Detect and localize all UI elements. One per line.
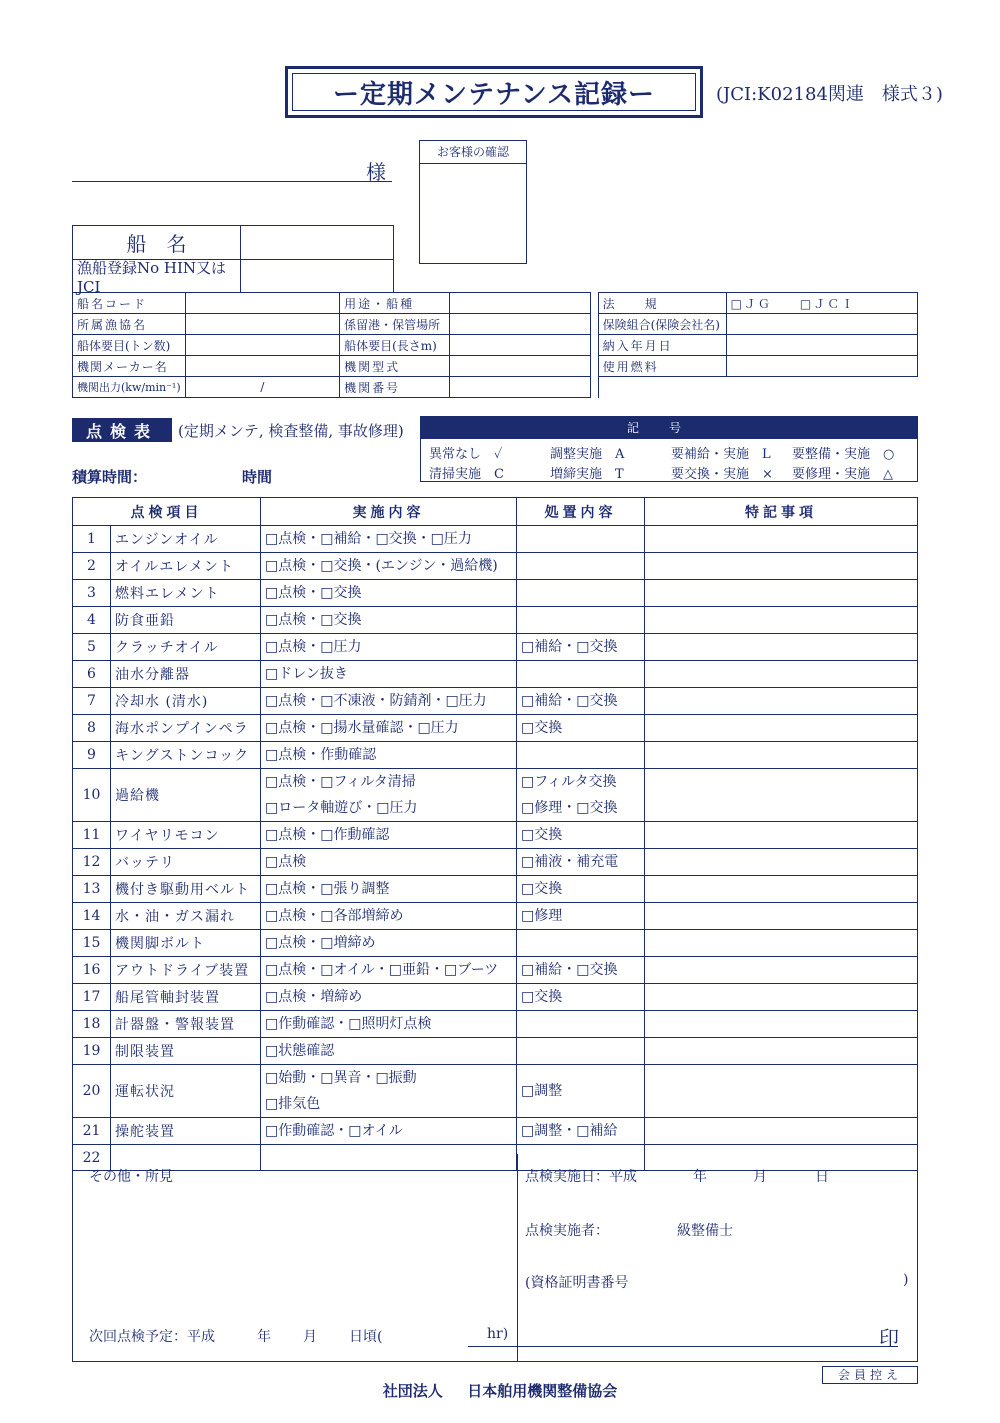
table-row	[73, 849, 918, 876]
title-frame	[285, 66, 703, 118]
action-text[interactable]: □点検・□不凍液・防錆剤・□圧力	[265, 693, 487, 709]
treatment-text[interactable]: □交換	[521, 720, 563, 736]
treatment-text[interactable]: □交換	[521, 989, 563, 1005]
table-row	[73, 661, 918, 688]
table-row	[73, 876, 918, 903]
table-row	[73, 957, 918, 984]
row-action-cell[interactable]	[261, 1118, 517, 1145]
treatment-text[interactable]: □修理・□交換	[521, 800, 618, 816]
info-field[interactable]: /	[185, 377, 340, 398]
row-notes-cell[interactable]	[645, 688, 918, 715]
date-year: 年	[693, 1169, 707, 1185]
action-text[interactable]: □点検・□各部増締め	[265, 908, 404, 924]
customer-suffix: 様	[366, 160, 386, 184]
seal-mark: 印	[879, 1326, 899, 1350]
row-item: 油水分離器	[111, 661, 261, 688]
next-day: 日頃(	[349, 1329, 383, 1345]
row-notes-cell[interactable]	[645, 876, 918, 903]
row-item: 操舵装置	[111, 1118, 261, 1145]
row-number: 11	[73, 822, 111, 849]
info-label: 船体要目(長さm)	[340, 335, 450, 356]
legend-title: 記号	[421, 417, 917, 439]
action-text[interactable]: □作動確認・□オイル	[265, 1123, 403, 1139]
table-row	[73, 634, 918, 661]
table-row	[73, 607, 918, 634]
customer-confirm-label: お客様の確認	[420, 141, 526, 164]
col-header-item: 点検項目	[73, 498, 261, 526]
info-label: 用途・船種	[340, 293, 450, 314]
row-treatment-cell[interactable]	[517, 957, 645, 984]
table-row	[73, 688, 918, 715]
treatment-text[interactable]: □調整・□補給	[521, 1123, 618, 1139]
info-label: 機関型式	[340, 356, 450, 377]
row-action-cell[interactable]	[261, 1011, 517, 1038]
date-label: 点検実施日：平成	[525, 1169, 637, 1185]
row-notes-cell[interactable]	[645, 553, 918, 580]
row-treatment-cell[interactable]	[517, 1118, 645, 1145]
action-text[interactable]: □点検・□補給・□交換・□圧力	[265, 531, 472, 547]
table-row	[73, 715, 918, 742]
info-field[interactable]	[185, 314, 340, 335]
row-number: 19	[73, 1038, 111, 1065]
info-label: 船体要目(トン数)	[73, 335, 186, 356]
treatment-text[interactable]: □調整	[521, 1083, 563, 1099]
row-action-cell[interactable]	[261, 1038, 517, 1065]
row-action-cell[interactable]	[261, 849, 517, 876]
next-hr: hr)	[487, 1326, 509, 1342]
inspection-subtitle: (定期メンテ, 検査整備, 事故修理)	[178, 422, 404, 440]
row-number: 12	[73, 849, 111, 876]
vessel-name-label: 船 名	[73, 226, 241, 259]
action-text[interactable]: □点検	[265, 854, 307, 870]
row-number: 20	[73, 1065, 111, 1118]
row-treatment-cell[interactable]	[517, 849, 645, 876]
row-treatment-cell[interactable]	[517, 553, 645, 580]
info-label: 機関メーカー名	[73, 356, 186, 377]
treatment-text[interactable]: □補給・□交換	[521, 639, 618, 655]
action-text[interactable]: □点検・□交換・(エンジン・過給機)	[265, 558, 498, 574]
law-checkboxes[interactable]: □ＪＧ □ＪＣＩ	[726, 293, 917, 314]
action-text[interactable]: □点検・□フィルタ清掃	[265, 774, 416, 790]
row-action-cell[interactable]	[261, 903, 517, 930]
table-row	[73, 1065, 918, 1118]
next-inspection-label: 次回点検予定：平成	[89, 1329, 215, 1345]
action-text[interactable]: □点検・□作動確認	[265, 827, 390, 843]
action-text[interactable]: □状態確認	[265, 1043, 335, 1059]
row-item: 燃料エレメント	[111, 580, 261, 607]
row-treatment-cell[interactable]	[517, 822, 645, 849]
legend-entry: 要補給・実施 L	[671, 447, 771, 462]
treatment-text[interactable]: □修理	[521, 908, 563, 924]
action-text[interactable]: □点検・作動確認	[265, 747, 377, 763]
members-copy-badge: 会員控え	[822, 1366, 918, 1384]
action-text[interactable]: □ロータ軸遊び・□圧力	[265, 800, 418, 816]
organization-footer	[0, 1380, 1000, 1401]
action-text[interactable]: □点検・□増締め	[265, 935, 376, 951]
row-action-cell[interactable]	[261, 526, 517, 553]
date-day: 日	[815, 1169, 829, 1185]
row-number: 13	[73, 876, 111, 903]
row-notes-cell[interactable]	[645, 607, 918, 634]
info-field[interactable]	[185, 335, 340, 356]
table-row	[73, 742, 918, 769]
row-action-cell[interactable]	[261, 607, 517, 634]
date-month: 月	[753, 1169, 767, 1185]
row-item: 水・油・ガス漏れ	[111, 903, 261, 930]
action-text[interactable]: □点検・□張り調整	[265, 881, 390, 897]
info-label: 船名コード	[73, 293, 186, 314]
action-text[interactable]: □点検・□揚水量確認・□圧力	[265, 720, 459, 736]
form-reference: (JCI:K02184関連 様式３)	[716, 84, 943, 105]
info-field[interactable]	[450, 314, 591, 335]
table-row	[73, 526, 918, 553]
symbol-legend	[420, 416, 918, 482]
table-row	[73, 903, 918, 930]
row-number: 5	[73, 634, 111, 661]
info-field[interactable]	[450, 356, 591, 377]
row-notes-cell[interactable]	[645, 526, 918, 553]
row-item: 冷却水 (清水)	[111, 688, 261, 715]
action-text[interactable]: □点検・□オイル・□亜鉛・□ブーツ	[265, 962, 499, 978]
treatment-text[interactable]: □補液・補充電	[521, 854, 619, 870]
row-item: アウトドライブ装置	[111, 957, 261, 984]
signature-line[interactable]	[468, 1346, 898, 1347]
row-notes-cell[interactable]	[645, 580, 918, 607]
row-treatment-cell[interactable]	[517, 876, 645, 903]
row-number: 10	[73, 769, 111, 822]
table-row	[73, 822, 918, 849]
row-action-cell[interactable]	[261, 634, 517, 661]
legend-entry: 増締実施 T	[550, 467, 624, 482]
row-treatment-cell[interactable]	[517, 688, 645, 715]
legend-entry: 異常なし ✓	[429, 447, 503, 462]
next-month: 月	[303, 1329, 317, 1345]
row-item: 防食亜鉛	[111, 607, 261, 634]
row-action-cell[interactable]	[261, 769, 517, 822]
vessel-reg-label: 漁船登録No HIN又はJCI	[73, 260, 241, 292]
treatment-text[interactable]: □フィルタ交換	[521, 774, 617, 790]
table-row	[73, 1118, 918, 1145]
row-notes-cell[interactable]	[645, 769, 918, 822]
row-treatment-cell[interactable]	[517, 903, 645, 930]
row-action-cell[interactable]	[261, 661, 517, 688]
row-number: 4	[73, 607, 111, 634]
row-treatment-cell[interactable]	[517, 526, 645, 553]
vessel-reg-field[interactable]	[241, 260, 393, 292]
row-number: 14	[73, 903, 111, 930]
row-action-cell[interactable]	[261, 688, 517, 715]
legend-entry: 要修理・実施 △	[792, 467, 893, 482]
org-prefix: 社団法人	[382, 1382, 443, 1400]
row-action-cell[interactable]	[261, 742, 517, 769]
row-number: 7	[73, 688, 111, 715]
info-field[interactable]	[450, 335, 591, 356]
row-notes-cell[interactable]	[645, 1118, 918, 1145]
accum-time-unit: 時間	[242, 468, 273, 486]
vessel-name-row	[73, 226, 393, 260]
row-treatment-cell[interactable]	[517, 661, 645, 688]
info-label: 保険組合(保険会社名)	[598, 314, 726, 335]
row-number: 6	[73, 661, 111, 688]
table-row	[73, 1038, 918, 1065]
row-action-cell[interactable]	[261, 876, 517, 903]
info-field[interactable]	[726, 335, 917, 356]
row-item: キングストンコック	[111, 742, 261, 769]
row-treatment-cell[interactable]	[517, 607, 645, 634]
col-header-treatment: 処置内容	[517, 498, 645, 526]
legend-row-2	[429, 463, 913, 482]
info-field[interactable]	[726, 314, 917, 335]
info-label: 機関番号	[340, 377, 450, 398]
row-treatment-cell[interactable]	[517, 1011, 645, 1038]
row-treatment-cell[interactable]	[517, 930, 645, 957]
row-treatment-cell[interactable]	[517, 742, 645, 769]
inspector-label: 点検実施者：	[525, 1223, 609, 1239]
legend-entry: 清掃実施 C	[429, 467, 504, 482]
row-notes-cell[interactable]	[645, 822, 918, 849]
row-item: 機付き駆動用ベルト	[111, 876, 261, 903]
org-name: 日本舶用機関整備協会	[467, 1382, 618, 1400]
action-text[interactable]: □始動・□異音・□振動	[265, 1070, 417, 1086]
row-item: バッテリ	[111, 849, 261, 876]
row-item: エンジンオイル	[111, 526, 261, 553]
row-item: 機関脚ボルト	[111, 930, 261, 957]
row-action-cell[interactable]	[261, 553, 517, 580]
row-item: 海水ポンプインペラ	[111, 715, 261, 742]
row-notes-cell[interactable]	[645, 1011, 918, 1038]
row-item: クラッチオイル	[111, 634, 261, 661]
table-row	[73, 580, 918, 607]
row-action-cell[interactable]	[261, 1065, 517, 1118]
cert-close: )	[903, 1272, 909, 1288]
action-text[interactable]: □作動確認・□照明灯点検	[265, 1016, 432, 1032]
info-label: 所属漁協名	[73, 314, 186, 335]
row-notes-cell[interactable]	[645, 930, 918, 957]
row-number: 1	[73, 526, 111, 553]
row-number: 8	[73, 715, 111, 742]
table-row	[73, 1011, 918, 1038]
row-notes-cell[interactable]	[645, 984, 918, 1011]
row-treatment-cell[interactable]	[517, 984, 645, 1011]
row-notes-cell[interactable]	[645, 849, 918, 876]
row-number: 3	[73, 580, 111, 607]
row-item: 計器盤・警報装置	[111, 1011, 261, 1038]
table-row	[73, 769, 918, 822]
col-header-notes: 特記事項	[645, 498, 918, 526]
row-action-cell[interactable]	[261, 580, 517, 607]
legend-entry: 要整備・実施 ○	[792, 447, 895, 462]
row-notes-cell[interactable]	[645, 742, 918, 769]
info-field[interactable]	[185, 356, 340, 377]
row-number: 21	[73, 1118, 111, 1145]
customer-confirm-box[interactable]	[419, 140, 527, 264]
legend-entry: 要交換・実施 ×	[671, 467, 773, 482]
vessel-name-field[interactable]	[241, 226, 393, 259]
row-number: 18	[73, 1011, 111, 1038]
vessel-reg-row	[73, 258, 393, 296]
info-label: 機関出力(kw/min⁻¹)	[73, 377, 186, 398]
remarks-section	[72, 1154, 918, 1362]
row-item: 制限装置	[111, 1038, 261, 1065]
table-row	[73, 930, 918, 957]
vessel-info-grid	[72, 292, 918, 398]
row-number: 22	[73, 1145, 111, 1171]
row-number: 15	[73, 930, 111, 957]
row-treatment-cell[interactable]	[517, 1038, 645, 1065]
row-action-cell[interactable]	[261, 930, 517, 957]
action-text[interactable]: □点検・□圧力	[265, 639, 362, 655]
treatment-text[interactable]: □補給・□交換	[521, 962, 618, 978]
action-text[interactable]: □ドレン抜き	[265, 666, 348, 682]
row-notes-cell[interactable]	[645, 903, 918, 930]
row-item: 運転状況	[111, 1065, 261, 1118]
row-number: 2	[73, 553, 111, 580]
info-label: 係留港・保管場所	[340, 314, 450, 335]
treatment-text[interactable]: □交換	[521, 881, 563, 897]
row-treatment-cell[interactable]	[517, 580, 645, 607]
accum-time-label: 積算時間：	[72, 468, 148, 486]
other-remarks-label: その他・所見	[89, 1169, 173, 1185]
treatment-text[interactable]: □補給・□交換	[521, 693, 618, 709]
row-treatment-cell[interactable]	[517, 1065, 645, 1118]
table-header-row	[73, 498, 918, 526]
row-number: 16	[73, 957, 111, 984]
legend-entry: 調整実施 A	[550, 447, 625, 462]
row-item: 過給機	[111, 769, 261, 822]
row-item: 船尾管軸封装置	[111, 984, 261, 1011]
info-field[interactable]	[185, 293, 340, 314]
row-notes-cell[interactable]	[645, 715, 918, 742]
row-notes-cell[interactable]	[645, 661, 918, 688]
page-title: ー定期メンテナンス記録ー	[292, 73, 696, 111]
table-row	[73, 553, 918, 580]
inspection-badge: 点検表	[72, 418, 172, 442]
row-item: ワイヤリモコン	[111, 822, 261, 849]
info-label: 納入年月日	[598, 335, 726, 356]
row-treatment-cell[interactable]	[517, 634, 645, 661]
treatment-text[interactable]: □交換	[521, 827, 563, 843]
row-action-cell[interactable]	[261, 822, 517, 849]
info-label: 使用燃料	[598, 356, 726, 377]
inspector-grade: 級整備士	[677, 1223, 733, 1239]
next-year: 年	[257, 1329, 271, 1345]
action-text[interactable]: □点検・増締め	[265, 989, 363, 1005]
row-action-cell[interactable]	[261, 957, 517, 984]
info-field[interactable]	[450, 293, 591, 314]
row-number: 9	[73, 742, 111, 769]
row-action-cell[interactable]	[261, 984, 517, 1011]
info-field[interactable]	[726, 356, 917, 377]
action-text[interactable]: □排気色	[265, 1096, 321, 1112]
vessel-table	[72, 225, 394, 296]
row-notes-cell[interactable]	[645, 1065, 918, 1118]
legend-row-1	[429, 443, 913, 462]
row-number: 17	[73, 984, 111, 1011]
customer-name-line[interactable]	[72, 181, 392, 182]
action-text[interactable]: □点検・□交換	[265, 612, 362, 628]
row-treatment-cell[interactable]	[517, 715, 645, 742]
col-header-action: 実施内容	[261, 498, 517, 526]
row-notes-cell[interactable]	[645, 634, 918, 661]
info-label: 法 規	[598, 293, 726, 314]
row-notes-cell[interactable]	[645, 1038, 918, 1065]
row-action-cell[interactable]	[261, 715, 517, 742]
action-text[interactable]: □点検・□交換	[265, 585, 362, 601]
row-item: オイルエレメント	[111, 553, 261, 580]
info-field[interactable]	[450, 377, 591, 398]
row-treatment-cell[interactable]	[517, 769, 645, 822]
cert-label: (資格証明書番号	[525, 1275, 629, 1291]
table-row	[73, 984, 918, 1011]
inspection-table	[72, 497, 918, 1171]
row-notes-cell[interactable]	[645, 957, 918, 984]
